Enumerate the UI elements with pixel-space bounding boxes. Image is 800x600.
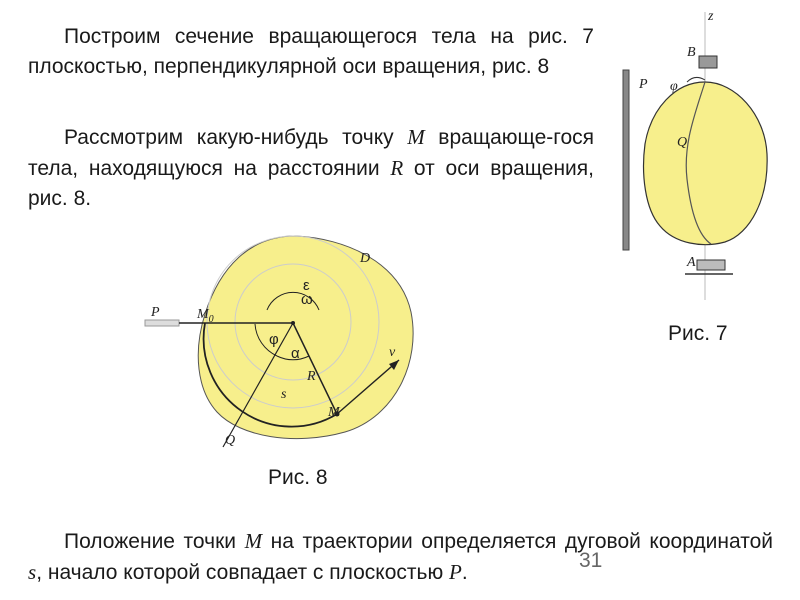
para3-text-mid2: , начало которой совпадает с плоскостью (36, 561, 450, 584)
fig8-label-r: R (307, 369, 316, 384)
fig8-label-m: M (328, 405, 340, 420)
variable-p: P (449, 560, 462, 584)
fig7-label-phi: φ (670, 79, 678, 94)
fig8-label-s: s (281, 387, 287, 402)
rotating-body (644, 82, 768, 245)
para3-text-end: . (461, 561, 468, 584)
para3-text-start: Положение точки (64, 530, 245, 553)
phi-arc (687, 77, 705, 82)
arc-coordinate-paragraph (28, 526, 773, 588)
figure-8-caption: Рис. 8 (268, 466, 328, 489)
fig8-label-p: P (151, 305, 160, 320)
center-o (291, 321, 295, 325)
para3-text-mid: на траектории определяется дуговой координатой (262, 530, 773, 553)
fig7-label-q: Q (677, 135, 688, 150)
fig8-label-phi: φ (269, 331, 279, 348)
fig7-label-a: A (687, 255, 696, 270)
figure-8-diagram (145, 232, 425, 462)
variable-s: s (28, 560, 37, 584)
fig8-label-epsilon: ε (303, 277, 310, 294)
page-number: 31 (579, 549, 603, 572)
figure-7-caption: Рис. 7 (668, 322, 728, 345)
intro-paragraph: Построим сечение вращающегося тела на рис. 7 плоскостью, перпендикулярной оси вращения, рис. 8 (28, 25, 594, 78)
para2-text-mid: вращающе-гося тела, находящуюся на расстоянии (28, 126, 594, 180)
fig8-label-m0: $M_0$ (197, 307, 214, 325)
plane-p (623, 70, 629, 250)
variable-m-2: M (244, 529, 263, 553)
fig8-label-omega: ω (301, 291, 313, 308)
fig8-label-q: Q (225, 433, 236, 448)
fig8-label-alpha: α (291, 345, 300, 362)
variable-r: R (390, 156, 404, 180)
fig8-label-v: v (389, 345, 396, 360)
bearing-b (699, 56, 717, 68)
fig7-label-z: z (708, 9, 714, 24)
plane-p-stub (145, 320, 179, 326)
fig8-label-d: D (360, 251, 371, 266)
figure-7-diagram (615, 4, 755, 304)
fig7-label-p: P (639, 77, 648, 92)
point-description-paragraph (28, 122, 594, 214)
para2-text-start: Рассмотрим какую-нибудь точку (64, 126, 408, 149)
variable-m: M (407, 125, 425, 149)
para2-text-end: от оси вращения, рис. 8. (28, 157, 594, 210)
section-body-d (198, 236, 413, 439)
fig7-label-b: B (687, 45, 696, 60)
bearing-a (697, 260, 725, 270)
